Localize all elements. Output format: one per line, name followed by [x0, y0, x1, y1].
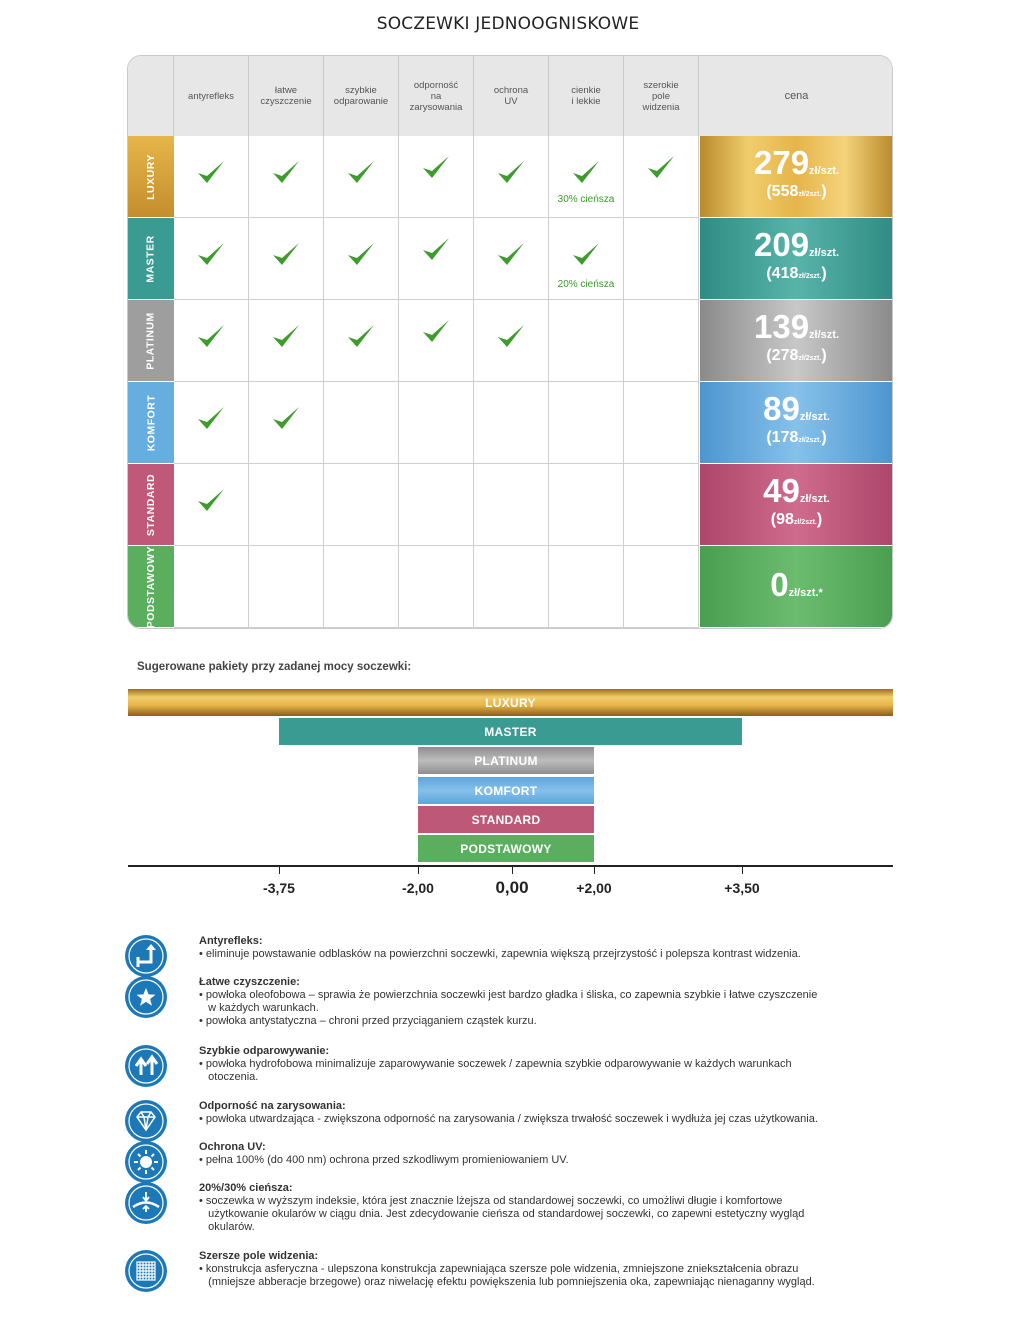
feature-description-text	[199, 1182, 899, 1234]
price-unit: zł/szt.	[809, 247, 839, 259]
feature-cell	[174, 382, 249, 464]
checkmark-icon	[571, 159, 601, 185]
checkmark-icon	[271, 323, 301, 349]
price-unit: zł/szt.	[799, 411, 830, 423]
feature-title: 20%/30% cieńsza:	[199, 1182, 293, 1194]
axis-tick	[418, 866, 419, 874]
feature-cell	[174, 464, 249, 546]
price-unit: zł/szt.	[809, 165, 839, 177]
axis-tick-label: -3,75	[263, 880, 295, 896]
column-header: łatwe czyszczenie	[249, 56, 324, 136]
feature-line: • konstrukcja asferyczna - ulepszona konstrukcja zapewniająca szersze pole widzenia, zmniejszone zniekształcenia obrazu	[199, 1263, 799, 1275]
axis-tick-label: 0,00	[495, 878, 529, 897]
price-value: 279	[753, 144, 810, 181]
checkmark-icon	[196, 159, 226, 185]
price-cell-master	[700, 218, 893, 300]
feature-line: użytkowanie okularów w ciągu dnia. Jest zdecydowanie cieńsza od standardowej soczewki, co zapewni estetyczny wygląd	[199, 1208, 805, 1220]
feature-cell	[249, 218, 324, 300]
feature-line: • powłoka hydrofobowa minimalizuje zaparowywanie soczewek / zapewnia szybkie odparowywanie w każdych warunkach	[199, 1058, 792, 1070]
pair-price: (558zł/2szt.)	[766, 183, 827, 200]
checkmark-icon	[496, 241, 526, 267]
checkmark-icon	[271, 405, 301, 431]
suggested-heading: Sugerowane pakiety przy zadanej mocy soczewki:	[137, 661, 412, 673]
feature-cell	[249, 382, 324, 464]
price-cell-komfort	[700, 382, 893, 464]
column-header: szerokie pole widzenia	[624, 56, 699, 136]
checkmark-icon	[421, 318, 451, 344]
axis-tick	[742, 866, 743, 874]
axis-tick	[279, 866, 280, 874]
feature-cell	[324, 218, 399, 300]
feature-description-text	[199, 935, 899, 961]
thinner-note: 30% cieńsza	[557, 194, 615, 205]
feature-line: • powłoka antystatyczna – chroni przed przyciąganiem cząstek kurzu.	[199, 1015, 537, 1027]
feature-line: • powłoka utwardzająca - zwiększona odporność na zarysowania / zwiększa trwałość soczewek i wydłuża jej czas użytkowania.	[199, 1113, 818, 1125]
price-value: 49	[763, 472, 800, 509]
checkmark-icon	[271, 241, 301, 267]
checkmark-icon	[571, 241, 601, 267]
price-unit: zł/szt.	[799, 493, 830, 505]
thin-lens-icon	[125, 1182, 167, 1224]
star-icon	[125, 976, 167, 1018]
column-header: szybkie odparowanie	[324, 56, 399, 136]
feature-cell	[399, 218, 474, 300]
row-label-komfort	[128, 382, 174, 464]
feature-description-text	[199, 1250, 899, 1289]
checkmark-icon	[346, 241, 376, 267]
checkmark-icon	[346, 323, 376, 349]
feature-cell	[249, 464, 324, 546]
feature-line: • powłoka oleofobowa – sprawia że powierzchnia soczewki jest bardzo gładka i śliska, co zapewnia szybkie i łatwe czyszczenie	[199, 989, 818, 1001]
feature-title: Ochrona UV:	[199, 1141, 266, 1153]
row-label-text: KOMFORT	[145, 394, 158, 451]
pair-price: (178zł/2szt.)	[766, 429, 827, 446]
feature-cell	[624, 546, 699, 628]
arrow-reflect-icon	[125, 935, 167, 977]
feature-description-text	[199, 976, 899, 1028]
feature-line: otoczenia.	[199, 1071, 259, 1083]
row-label-standard	[128, 464, 174, 546]
feature-cell	[324, 546, 399, 628]
feature-cell	[174, 136, 249, 218]
feature-cell	[549, 546, 624, 628]
feature-description-text	[199, 1045, 899, 1084]
price-cell-platinum	[700, 300, 893, 382]
feature-line: (mniejsze abberacje brzegowe) oraz niwelację efektu powiększenia lub pomniejszenia oka, zapewniając nienaganny wygląd.	[199, 1276, 815, 1288]
checkmark-icon	[196, 323, 226, 349]
feature-description-text	[199, 1141, 899, 1167]
row-label-platinum	[128, 300, 174, 382]
row-label-podstawowy	[128, 546, 174, 628]
feature-cell	[249, 136, 324, 218]
header-corner	[128, 56, 174, 136]
price-value: 209	[753, 226, 810, 263]
feature-cell	[399, 546, 474, 628]
price-cell-standard	[700, 464, 893, 546]
feature-cell	[324, 300, 399, 382]
price-unit: zł/szt.	[809, 329, 839, 341]
feature-title: Odporność na zarysowania:	[199, 1100, 346, 1112]
feature-title: Szybkie odparowywanie:	[199, 1045, 330, 1057]
feature-cell	[399, 464, 474, 546]
feature-cell	[549, 218, 624, 300]
sun-icon	[125, 1141, 167, 1183]
price-value: 89	[763, 390, 800, 427]
axis-tick	[594, 866, 595, 874]
feature-line: okularów.	[199, 1221, 255, 1233]
row-label-text: PODSTAWOWY	[145, 545, 158, 628]
column-header: antyrefleks	[174, 56, 249, 136]
feature-cell	[624, 464, 699, 546]
price-unit: zł/szt.*	[788, 587, 823, 599]
row-label-master	[128, 218, 174, 300]
feature-cell	[474, 464, 549, 546]
row-label-luxury	[128, 136, 174, 218]
price-cell-luxury	[700, 136, 893, 218]
feature-cell	[624, 136, 699, 218]
feature-title: Łatwe czyszczenie:	[199, 976, 300, 988]
feature-cell	[624, 382, 699, 464]
feature-cell	[174, 546, 249, 628]
feature-cell	[474, 136, 549, 218]
feature-cell	[474, 546, 549, 628]
checkmark-icon	[346, 159, 376, 185]
feature-cell	[399, 300, 474, 382]
checkmark-icon	[496, 159, 526, 185]
checkmark-icon	[421, 154, 451, 180]
axis-tick-label: +3,50	[724, 880, 760, 896]
feature-title: Antyrefleks:	[199, 935, 263, 947]
lens-comparison-table	[127, 55, 893, 629]
price-cell-podstawowy	[700, 546, 893, 628]
grid-icon	[125, 1250, 167, 1292]
feature-cell	[549, 464, 624, 546]
package-bar-komfort: KOMFORT	[418, 777, 594, 804]
column-header: ochrona UV	[474, 56, 549, 136]
feature-cell	[549, 300, 624, 382]
feature-cell	[624, 218, 699, 300]
price-value: 0	[770, 566, 789, 603]
page-title: SOCZEWKI JEDNOOGNISKOWE	[376, 14, 640, 34]
axis-tick-label: +2,00	[576, 880, 612, 896]
feature-cell	[324, 382, 399, 464]
feature-cell	[399, 382, 474, 464]
column-header: cienkie i lekkie	[549, 56, 624, 136]
price-header: cena	[699, 56, 893, 136]
feature-cell	[474, 382, 549, 464]
row-label-text: STANDARD	[145, 473, 158, 536]
power-axis	[128, 865, 893, 867]
feature-cell	[174, 300, 249, 382]
checkmark-icon	[496, 323, 526, 349]
package-bar-platinum: PLATINUM	[418, 747, 594, 774]
package-bar-standard: STANDARD	[418, 806, 594, 833]
feature-cell	[624, 300, 699, 382]
package-bar-podstawowy: PODSTAWOWY	[418, 835, 594, 862]
row-label-text: PLATINUM	[145, 311, 157, 370]
feature-cell	[474, 300, 549, 382]
feature-cell	[549, 382, 624, 464]
feature-line: • pełna 100% (do 400 nm) ochrona przed szkodliwym promieniowaniem UV.	[199, 1154, 569, 1166]
feature-cell	[249, 546, 324, 628]
up-arrows-icon	[125, 1045, 167, 1087]
package-bar-master: MASTER	[279, 718, 742, 745]
feature-cell	[324, 136, 399, 218]
checkmark-icon	[196, 487, 226, 513]
feature-line: • soczewka w wyższym indeksie, która jest znacznie lżejsza od standardowej soczewki, co umożliwi długie i komfortowe	[199, 1195, 783, 1207]
checkmark-icon	[196, 405, 226, 431]
feature-cell	[324, 464, 399, 546]
price-value: 139	[753, 308, 810, 345]
feature-line: w każdych warunkach.	[199, 1002, 319, 1014]
axis-tick-label: -2,00	[402, 880, 434, 896]
pair-price: (418zł/2szt.)	[766, 265, 827, 282]
checkmark-icon	[421, 236, 451, 262]
checkmark-icon	[196, 241, 226, 267]
package-bar-luxury: LUXURY	[128, 689, 893, 716]
column-header: odporność na zarysowania	[399, 56, 474, 136]
feature-cell	[174, 218, 249, 300]
feature-title: Szersze pole widzenia:	[199, 1250, 319, 1262]
row-label-text: MASTER	[145, 234, 157, 283]
feature-line: • eliminuje powstawanie odblasków na powierzchni soczewki, zapewnia większą przejrzystość i polepsza kontrast widzenia.	[199, 948, 801, 960]
checkmark-icon	[271, 159, 301, 185]
feature-cell	[549, 136, 624, 218]
feature-description-text	[199, 1100, 899, 1126]
diamond-icon	[125, 1100, 167, 1142]
row-label-text: LUXURY	[145, 153, 157, 200]
thinner-note: 20% cieńsza	[557, 279, 615, 290]
pair-price: (278zł/2szt.)	[766, 347, 827, 364]
checkmark-icon	[646, 154, 676, 180]
axis-tick	[512, 866, 513, 874]
pair-price: (98zł/2szt.)	[770, 511, 823, 528]
feature-cell	[249, 300, 324, 382]
feature-cell	[399, 136, 474, 218]
feature-cell	[474, 218, 549, 300]
